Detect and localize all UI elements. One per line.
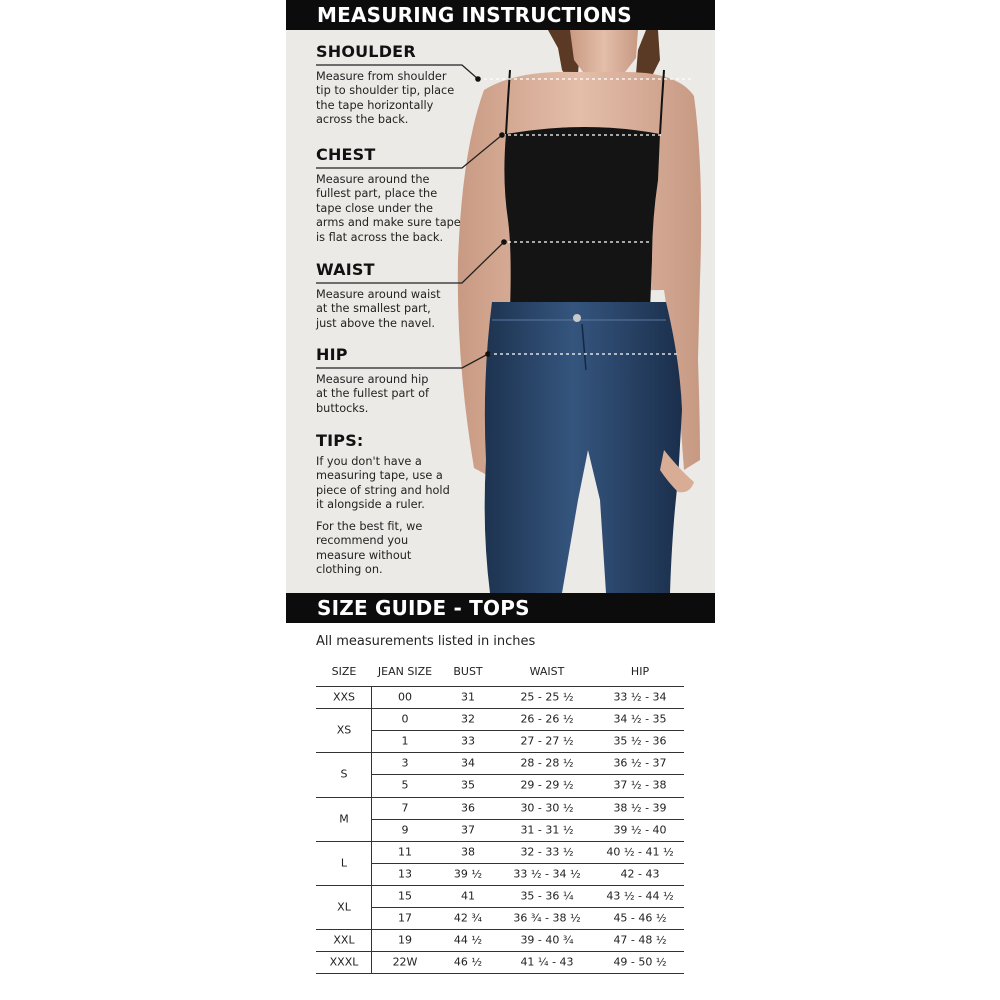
table-cell: 22W [392,955,418,969]
table-cell: 28 - 28 ½ [520,756,574,770]
row-rule [371,819,684,820]
waist-title: WAIST [316,260,375,279]
table-cell: 45 - 46 ½ [613,911,667,925]
table-cell: 9 [401,823,409,837]
row-rule [371,730,684,731]
table-cell: 17 [398,911,412,925]
measuring-instructions-banner: MEASURING INSTRUCTIONS [286,0,715,30]
table-cell: 33 ½ - 34 ½ [513,867,581,881]
text-line: Measure around hip [316,373,429,386]
table-cell: 3 [401,756,409,770]
table-cell: 39 ½ [453,867,483,881]
col-header-hip: HIP [630,665,650,678]
table-cell: 37 ½ - 38 [613,778,667,792]
hip-title: HIP [316,345,348,364]
text-line: the tape horizontally [316,98,434,112]
text-line: fullest part, place the [316,187,438,201]
size-label: L [340,856,348,870]
table-cell: 38 [461,845,475,859]
table-cell: 43 ½ - 44 ½ [606,889,674,903]
text-line: If you don't have a [316,455,422,468]
row-rule [371,907,684,908]
table-cell: 38 ½ - 39 [613,801,667,815]
table-cell: 34 ½ - 35 [613,712,667,726]
camisole-shape [504,127,660,310]
units-note: All measurements listed in inches [316,634,536,649]
text-line: measuring tape, use a [316,469,443,483]
neck-shape [570,30,638,76]
text-line: across the back. [316,113,409,127]
table-cell: 35 - 36 ¼ [520,889,574,903]
text-line: tape close under the [316,201,433,215]
col-header-size: SIZE [331,665,357,678]
row-rule [371,863,684,864]
table-cell: 31 - 31 ½ [520,823,574,837]
text-line: it alongside a ruler. [316,498,425,512]
size-column-divider [371,686,372,973]
text-line: buttocks. [316,401,369,415]
table-cell: 37 [461,823,475,837]
row-rule [371,774,684,775]
table-cell: 1 [401,734,409,748]
table-cell: 41 ¼ - 43 [520,955,574,969]
chest-title: CHEST [316,145,376,164]
text-line: measure without [316,548,412,562]
table-cell: 36 ¾ - 38 ½ [513,911,581,925]
measuring-panel [286,30,715,593]
text-line: just above the navel. [316,316,436,330]
tips-title: TIPS: [316,431,364,450]
table-cell: 36 [461,801,475,815]
size-label: XXXL [329,955,359,969]
size-label: M [339,812,349,826]
table-cell: 35 [461,778,475,792]
table-cell: 47 - 48 ½ [613,933,667,947]
waist-instructions [316,288,476,331]
shoulder-instructions [316,70,476,128]
table-cell: 35 ½ - 36 [613,734,667,748]
size-label: XS [336,723,352,737]
table-cell: 44 ½ [453,933,483,947]
text-line: Measure around waist [316,288,441,301]
text-line: at the smallest part, [316,302,431,316]
table-cell: 42 ¾ [453,911,483,925]
table-cell: 19 [398,933,412,947]
text-line: arms and make sure tape [316,216,461,230]
table-cell: 34 [461,756,475,770]
shoulder-title: SHOULDER [316,42,416,61]
table-cell: 0 [401,712,409,726]
tips-paragraph-1 [316,455,476,513]
text-line: For the best fit, we [316,520,423,533]
text-line: Measure around the [316,173,430,186]
size-guide-banner: SIZE GUIDE - TOPS [286,593,715,623]
col-header-jean-size: JEAN SIZE [377,665,433,678]
table-cell: 40 ½ - 41 ½ [606,845,674,859]
table-cell: 39 ½ - 40 [613,823,667,837]
size-chart-sheet [286,0,715,1000]
col-header-bust: BUST [453,665,483,678]
table-cell: 30 - 30 ½ [520,801,574,815]
text-line: is flat across the back. [316,230,444,244]
table-cell: 00 [398,690,412,704]
hip-instructions [316,373,476,416]
table-cell: 33 [461,734,475,748]
text-line: at the fullest part of [316,387,429,401]
table-cell: 7 [401,801,409,815]
table-cell: 49 - 50 ½ [613,955,667,969]
text-line: piece of string and hold [316,483,450,497]
table-cell: 32 - 33 ½ [520,845,574,859]
col-header-waist: WAIST [529,665,565,678]
table-cell: 11 [398,845,412,859]
table-cell: 41 [461,889,475,903]
table-cell: 36 ½ - 37 [613,756,667,770]
text-line: clothing on. [316,563,383,577]
table-cell: 27 - 27 ½ [520,734,574,748]
table-cell: 5 [401,778,409,792]
chest-instructions [316,173,476,245]
text-line: tip to shoulder tip, place [316,84,455,98]
table-cell: 26 - 26 ½ [520,712,574,726]
size-label: XXS [332,690,356,704]
text-line: recommend you [316,534,409,548]
table-cell: 32 [461,712,475,726]
text-line: Measure from shoulder [316,70,447,83]
table-cell: 31 [461,690,475,704]
table-cell: 15 [398,889,412,903]
size-label: S [340,767,348,781]
table-cell: 25 - 25 ½ [520,690,574,704]
tips-paragraph-2 [316,520,476,578]
table-cell: 13 [398,867,412,881]
group-rule [316,973,684,974]
size-label: XL [337,900,351,914]
table-cell: 46 ½ [453,955,483,969]
size-label: XXL [333,933,355,947]
table-cell: 33 ½ - 34 [613,690,667,704]
jeans-button [573,314,581,322]
table-cell: 29 - 29 ½ [520,778,574,792]
table-cell: 39 - 40 ¾ [520,933,574,947]
table-cell: 42 - 43 [620,867,660,881]
